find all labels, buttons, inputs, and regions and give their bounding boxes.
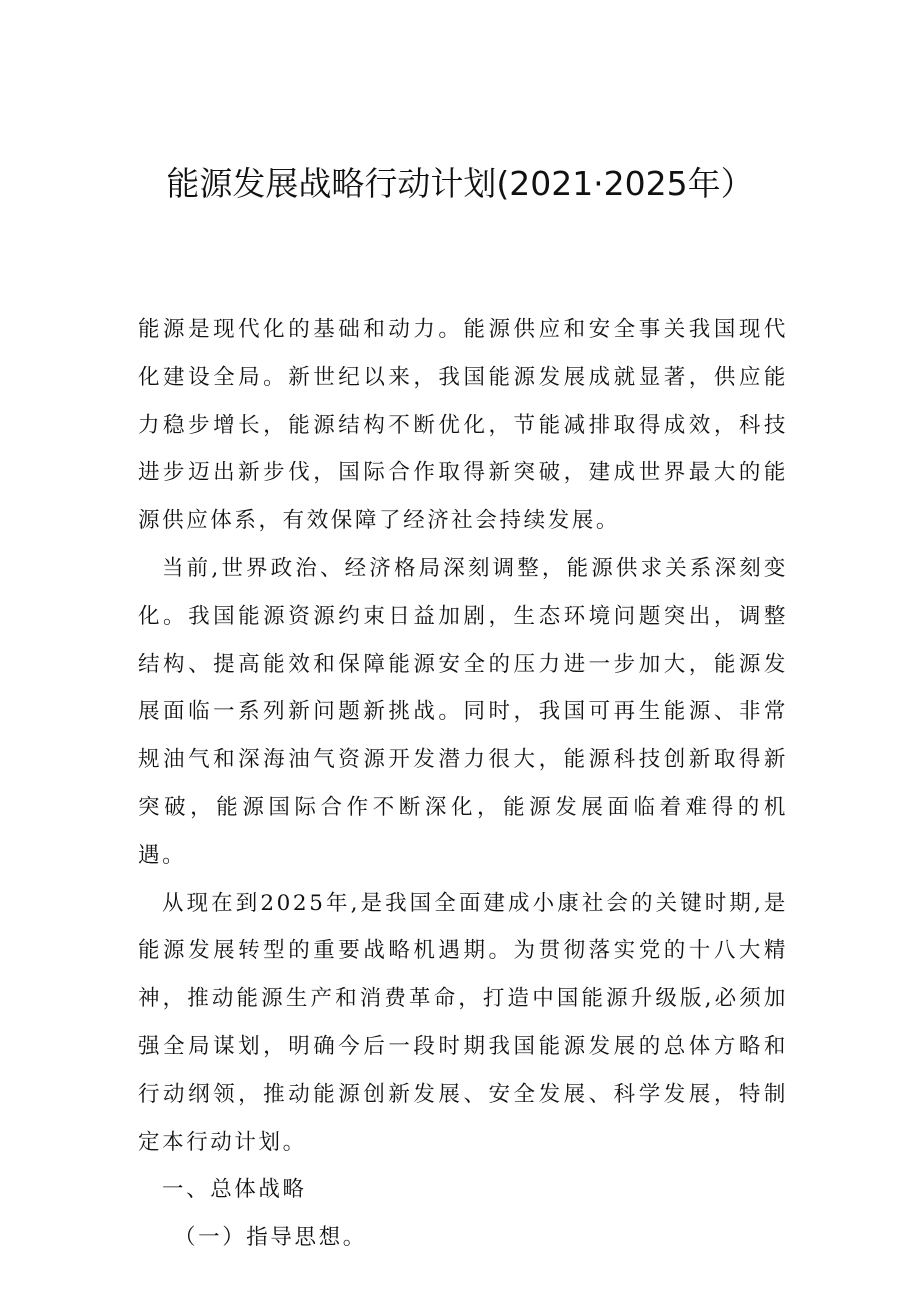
subsection-heading: （一）指导思想。 — [174, 1225, 367, 1251]
document-body — [138, 306, 788, 1262]
paragraph-intro: 能源是现代化的基础和动力。能源供应和安全事关我国现代化建设全局。新世纪以来，我国能源发展成就显著，供应能力稳步增长，能源结构不断优化，节能减排取得成效，科技进步迈出新步伐，国际合作取得新突破，建成世界最大的能源供应体系，有效保障了经济社会持续发展。 — [138, 317, 788, 534]
document-title: 能源发展战略行动计划(2021·2025年） — [166, 164, 754, 203]
paragraph-purpose: 从现在到2025年,是我国全面建成小康社会的关键时期,是能源发展转型的重要战略机遇期。为贯彻落实党的十八大精神，推动能源生产和消费革命，打造中国能源升级版,必须加强全局谋划，明确今后一段时期我国能源发展的总体方略和行动纲领，推动能源创新发展、安全发展、科学发展，特制定本行动计划。 — [138, 890, 788, 1155]
paragraph-current-situation: 当前,世界政治、经济格局深刻调整，能源供求关系深刻变化。我国能源资源约束日益加剧，生态环境问题突出，调整结构、提高能效和保障能源安全的压力进一步加大，能源发展面临一系列新问题新挑战。同时，我国可再生能源、非常规油气和深海油气资源开发潜力很大，能源科技创新取得新突破，能源国际合作不断深化，能源发展面临着难得的机遇。 — [138, 555, 788, 868]
section-heading: 一、总体战略 — [162, 1177, 307, 1203]
